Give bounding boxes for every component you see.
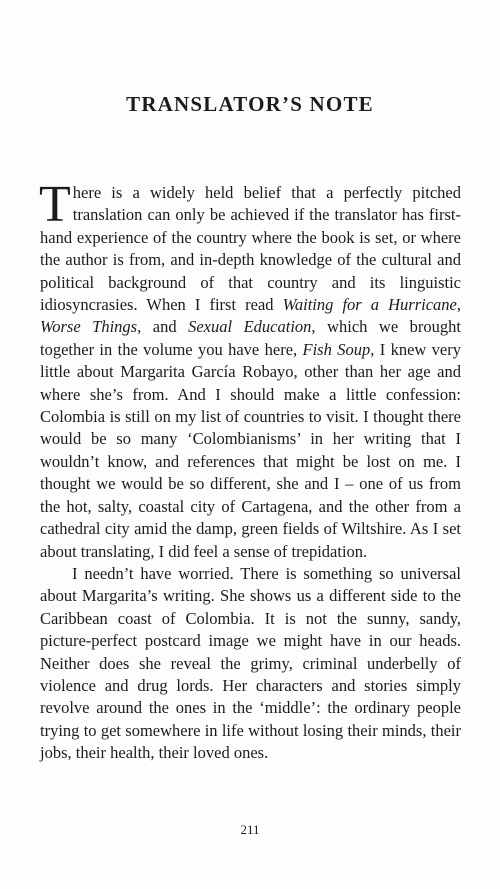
book-title: Worse Things, bbox=[40, 317, 142, 337]
page-number: 211 bbox=[240, 822, 260, 837]
text-run: , I knew very little about Margarita García Robayo, other than her age and where she’s from. And I should make a little confession: Colombia is still on my list of countries to visit. I thought there would be so many ‘Colombianisms’ in her writing that I wouldn’t know, and references that might be lost on me. I thought we would be so different, she and I – one of us from the hot, salty, coastal city of Cartagena, and the other from a cathedral city amid the damp, green fields of Wiltshire. As I set about translating, I did feel a sense of trepidation. bbox=[40, 339, 461, 561]
paragraph-1 bbox=[39, 176, 461, 563]
body-text bbox=[39, 176, 461, 765]
text-run: here is a widely held belief that a perfectly pitched translation can only be achieved if the translator has first-hand experience of the country where the book is set, or where the author is from, and in-depth knowledge of the cultural and political background of that country and its linguistic idiosyncrasies. When I first read bbox=[40, 183, 461, 315]
drop-cap: T bbox=[39, 176, 71, 233]
paragraph-2: I needn’t have worried. There is something so universal about Margarita’s writing. She shows us a different side to the Caribbean coast of Colombia. It is not the sunny, sandy, picture-perfect postcard image we might have in our heads. Neither does she reveal the grimy, criminal underbelly of violence and drug lords. Her characters and stories simply revolve around the ones in the ‘middle’: the ordinary people trying to get somewhere in life without losing their minds, their jobs, their health, their loved ones. bbox=[40, 563, 461, 763]
book-title: Waiting for a Hurricane bbox=[282, 295, 457, 315]
book-title: Fish Soup bbox=[302, 339, 371, 359]
text-run: and bbox=[141, 317, 189, 337]
text-run: , bbox=[456, 295, 461, 315]
book-title: Sexual Education bbox=[188, 317, 312, 337]
text-run: , which we brought together in the volume you have here, bbox=[40, 317, 461, 359]
chapter-heading: TRANSLATOR’S NOTE bbox=[126, 92, 374, 116]
